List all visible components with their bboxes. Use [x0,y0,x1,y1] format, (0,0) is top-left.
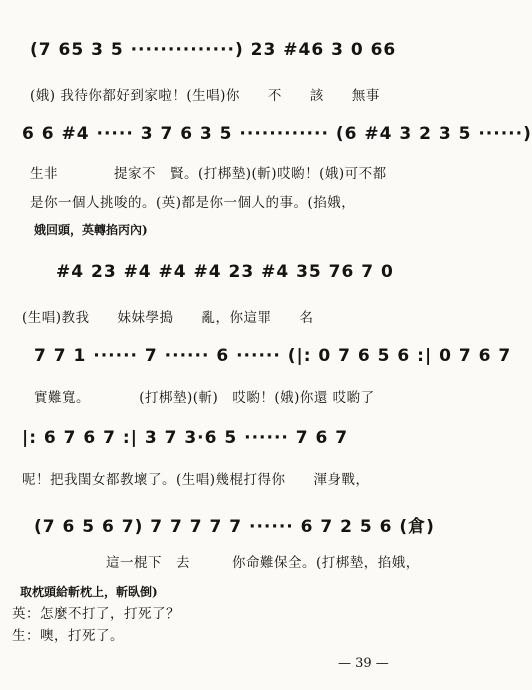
lyric-line: 這一棍下 去 你命難保全。(打梆墊，掐娥， [106,555,420,571]
dialogue-line: 英：怎麼不打了，打死了？ [12,606,180,622]
notation-line: |: 6 7 6 7 :| 3 7 3·6 5 ······ 7 6 7 [22,428,349,448]
lyric-line: (娥) 我待你都好到家啦！(生唱)你 不 該 無事 [30,88,380,104]
lyric-line: 呢！把我閨女都教壞了。(生唱)幾棍打得你 渾身戰， [22,472,370,488]
notation-line: (7 65 3 5 ··············) 23 #46 3 0 66 [30,40,397,60]
lyric-line: 是你一個人挑唆的。(英)都是你一個人的事。(掐娥， [30,195,356,211]
notation-line: #4 23 #4 #4 #4 23 #4 35 76 7 0 [56,262,394,282]
notation-line: (7 6 5 6 7) 7 7 7 7 7 ······ 6 7 2 5 6 (倉) [34,517,435,537]
dialogue-line: 生：噢，打死了。 [12,628,124,644]
lyric-line: (生唱)教我 妹妹學搗 亂，你這罪 名 [22,310,314,326]
notation-line: 6 6 #4 ····· 3 7 6 3 5 ············ (6 #4 3 2 3 5 ······) [22,124,532,144]
stage-direction: 娥回頭，英轉掐丙內) [34,223,148,237]
lyric-line: 實難寬。 (打梆墊)(斬) 哎喲！(娥)你還 哎喲了 [34,390,375,406]
page-number: — 39 — [338,656,389,671]
notation-line: 7 7 1 ······ 7 ······ 6 ······ (|: 0 7 6 5 6 :| 0 7 6 7 [34,346,512,366]
stage-direction: 取枕頭給斬枕上，斬臥倒) [20,585,158,599]
lyric-line: 生非 提家不 賢。(打梆墊)(斬)哎喲！(娥)可不都 [30,166,387,182]
